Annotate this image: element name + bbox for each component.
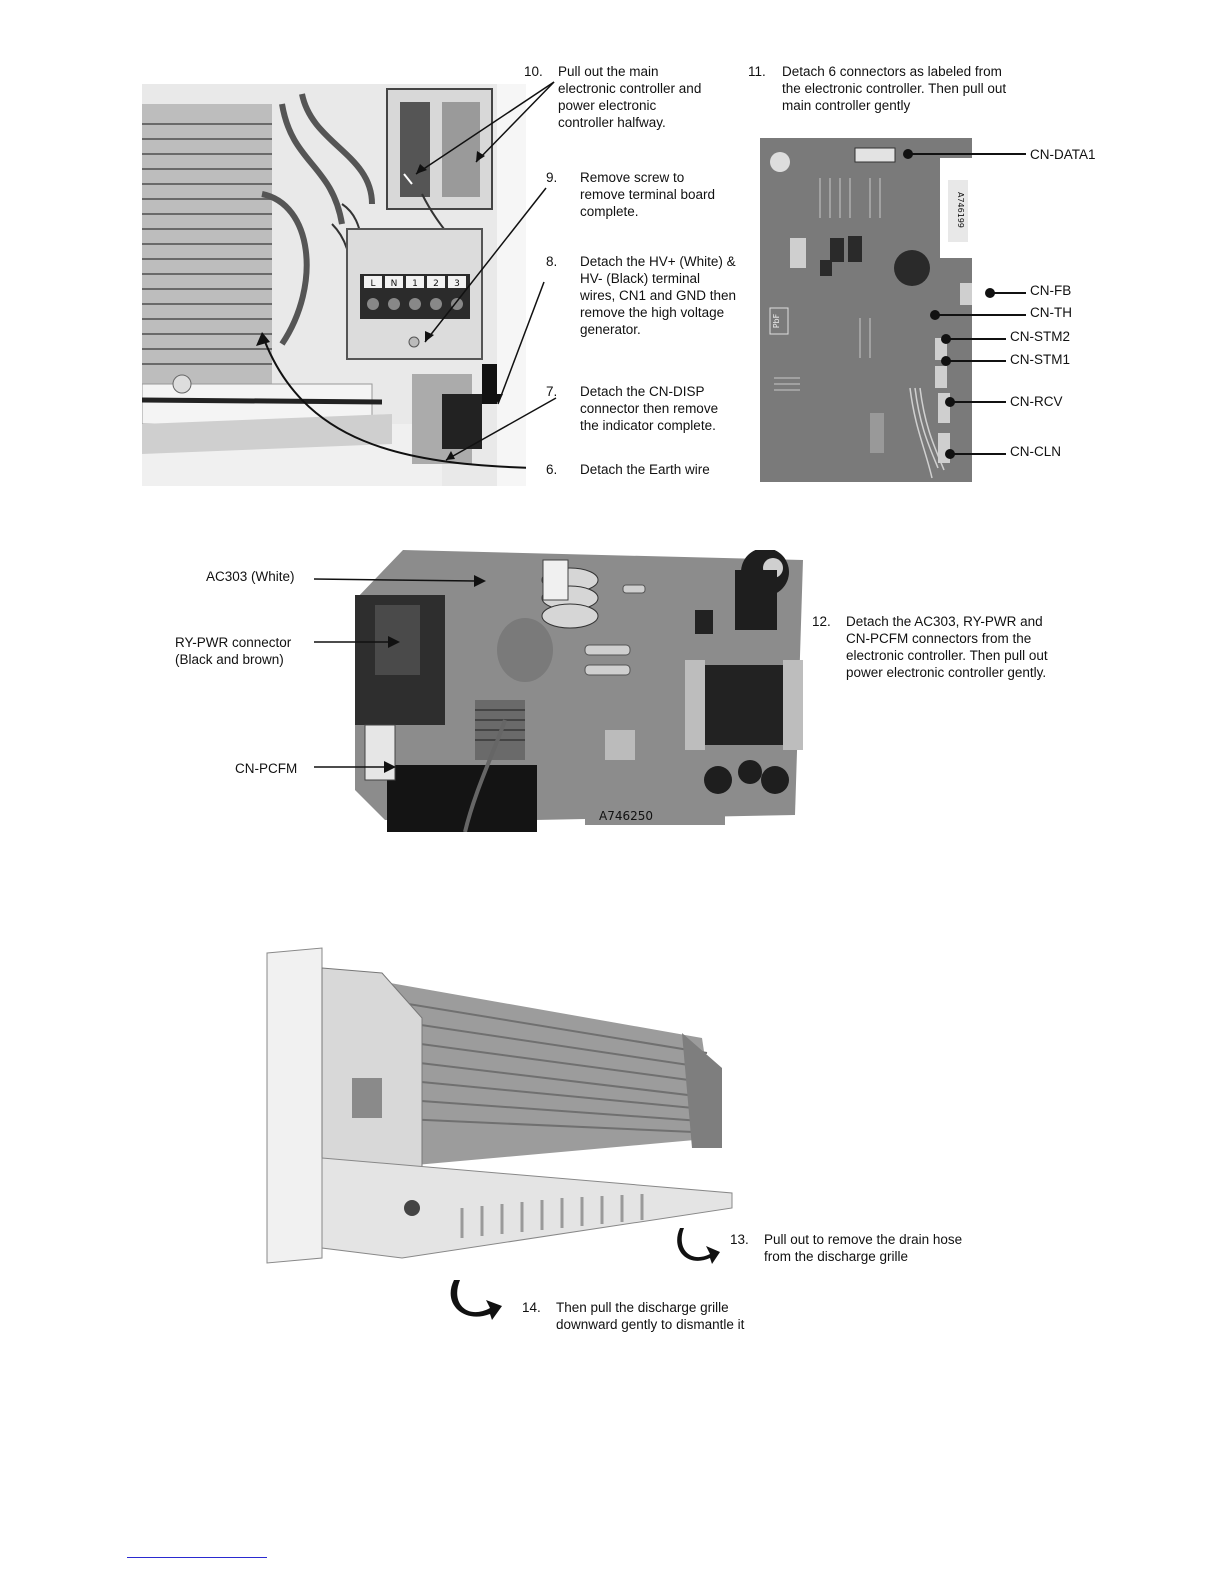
step-number: 8.: [546, 254, 558, 269]
board-mark: PbF: [772, 313, 781, 329]
step-number: 11.: [748, 64, 766, 79]
connector-label-cn-th: CN-TH: [1030, 305, 1072, 320]
step-text: Pull out the main electronic controller and power electronic controller halfway.: [558, 64, 702, 130]
connector-label-cn-fb: CN-FB: [1030, 283, 1072, 298]
label-ry-pwr: RY-PWR connector (Black and brown): [175, 635, 292, 667]
step-text: Pull out to remove the drain hose from the discharge grille: [764, 1232, 963, 1264]
step-number: 7.: [546, 384, 558, 399]
step-number: 14.: [522, 1300, 541, 1315]
curved-arrow-icon: [676, 1224, 722, 1266]
terminal-label: 2: [433, 279, 439, 289]
label-cn-pcfm: CN-PCFM: [235, 761, 298, 776]
step-text: Detach the HV+ (White) & HV- (Black) terminal wires, CN1 and GND then remove the high voltage generator.: [580, 254, 737, 337]
board-code: A746199: [956, 191, 965, 229]
label-ac303: AC303 (White): [206, 569, 295, 584]
terminal-label: 3: [454, 279, 460, 289]
figure3-arrows: [300, 560, 500, 790]
terminal-label: L: [370, 279, 376, 289]
connector-label-cn-cln: CN-CLN: [1010, 444, 1062, 459]
terminal-label: N: [390, 279, 398, 289]
step-text: Remove screw to remove terminal board complete.: [580, 170, 716, 219]
discharge-grille-photo: [262, 938, 738, 1268]
power-board-code: A746250: [599, 809, 654, 823]
step-text: Detach the Earth wire: [580, 462, 710, 477]
connector-label-cn-data1: CN-DATA1: [1030, 147, 1096, 162]
connector-label-cn-stm1: CN-STM1: [1010, 352, 1070, 367]
board-connector-pointers: [900, 140, 1030, 470]
step-text: Detach the AC303, RY-PWR and CN-PCFM connectors from the electronic controller. Then pull out power electronic controller gently.: [846, 614, 1048, 680]
step-number: 13.: [730, 1232, 749, 1247]
footer-rule: [127, 1557, 267, 1558]
curved-arrow-icon: [450, 1276, 504, 1322]
connector-label-cn-rcv: CN-RCV: [1010, 394, 1063, 409]
terminal-label: 1: [412, 279, 418, 289]
connector-label-cn-stm2: CN-STM2: [1010, 329, 1070, 344]
step-number: 10.: [524, 64, 543, 79]
step-number: 12.: [812, 614, 831, 629]
figure1-leader-lines: [380, 70, 580, 490]
step-number: 6.: [546, 462, 558, 477]
step-number: 9.: [546, 170, 558, 185]
step-text: Detach the CN-DISP connector then remove the indicator complete.: [580, 384, 719, 433]
step-text: Then pull the discharge grille downward gently to dismantle it: [556, 1300, 745, 1332]
step-text: Detach 6 connectors as labeled from the electronic controller. Then pull out main controller gently: [782, 64, 1007, 113]
